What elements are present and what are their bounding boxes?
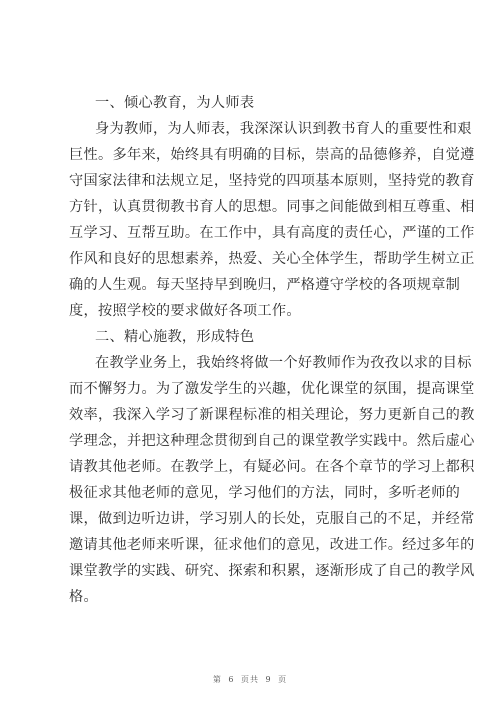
page-number-footer: 第 6 页共 9 页	[212, 675, 288, 684]
body-text-line: 互学习、互帮互助。在工作中，具有高度的责任心，严谨的工作	[69, 225, 475, 241]
body-text-line: 而不懈努力。为了激发学生的兴趣，优化课堂的氛围，提高课堂	[69, 381, 475, 397]
body-text-line: 请教其他老师。在教学上，有疑必问。在各个章节的学习上都积	[69, 459, 475, 475]
body-text-line: 课堂教学的实践、研究、探索和积累，逐渐形成了自己的教学风	[69, 563, 475, 579]
body-text-line: 巨性。多年来，始终具有明确的目标，崇高的品德修养，自觉遵	[69, 147, 475, 163]
body-text-line: 极征求其他老师的意见，学习他们的方法，同时，多听老师的	[69, 485, 461, 501]
body-text-line: 度，按照学校的要求做好各项工作。	[69, 303, 301, 319]
heading-section-1: 一、倾心教育，为人师表	[95, 95, 255, 111]
body-text-line: 方针，认真贯彻教书育人的思想。同事之间能做到相互尊重、相	[69, 199, 475, 215]
body-text-line: 效率，我深入学习了新课程标准的相关理论，努力更新自己的教	[69, 407, 475, 423]
body-text-line: 在教学业务上，我始终将做一个好教师作为孜孜以求的目标	[95, 355, 472, 371]
body-text-line: 确的人生观。每天坚持早到晚归，严格遵守学校的各项规章制	[69, 277, 461, 293]
body-text-line: 身为教师，为人师表，我深深认识到教书育人的重要性和艰	[95, 121, 472, 137]
body-text-line: 课，做到边听边讲，学习别人的长处，克服自己的不足，并经常	[69, 511, 475, 527]
body-text-line: 守国家法律和法规立足，坚持党的四项基本原则，坚持党的教育	[69, 173, 475, 189]
heading-section-2: 二、精心施教，形成特色	[95, 329, 255, 345]
body-text-line: 学理念，并把这种理念贯彻到自己的课堂教学实践中。然后虚心	[69, 433, 475, 449]
body-text-line: 格。	[69, 589, 98, 605]
body-text-line: 作风和良好的思想素养，热爱、关心全体学生，帮助学生树立正	[69, 251, 475, 267]
body-text-line: 邀请其他老师来听课，征求他们的意见，改进工作。经过多年的	[69, 537, 475, 553]
